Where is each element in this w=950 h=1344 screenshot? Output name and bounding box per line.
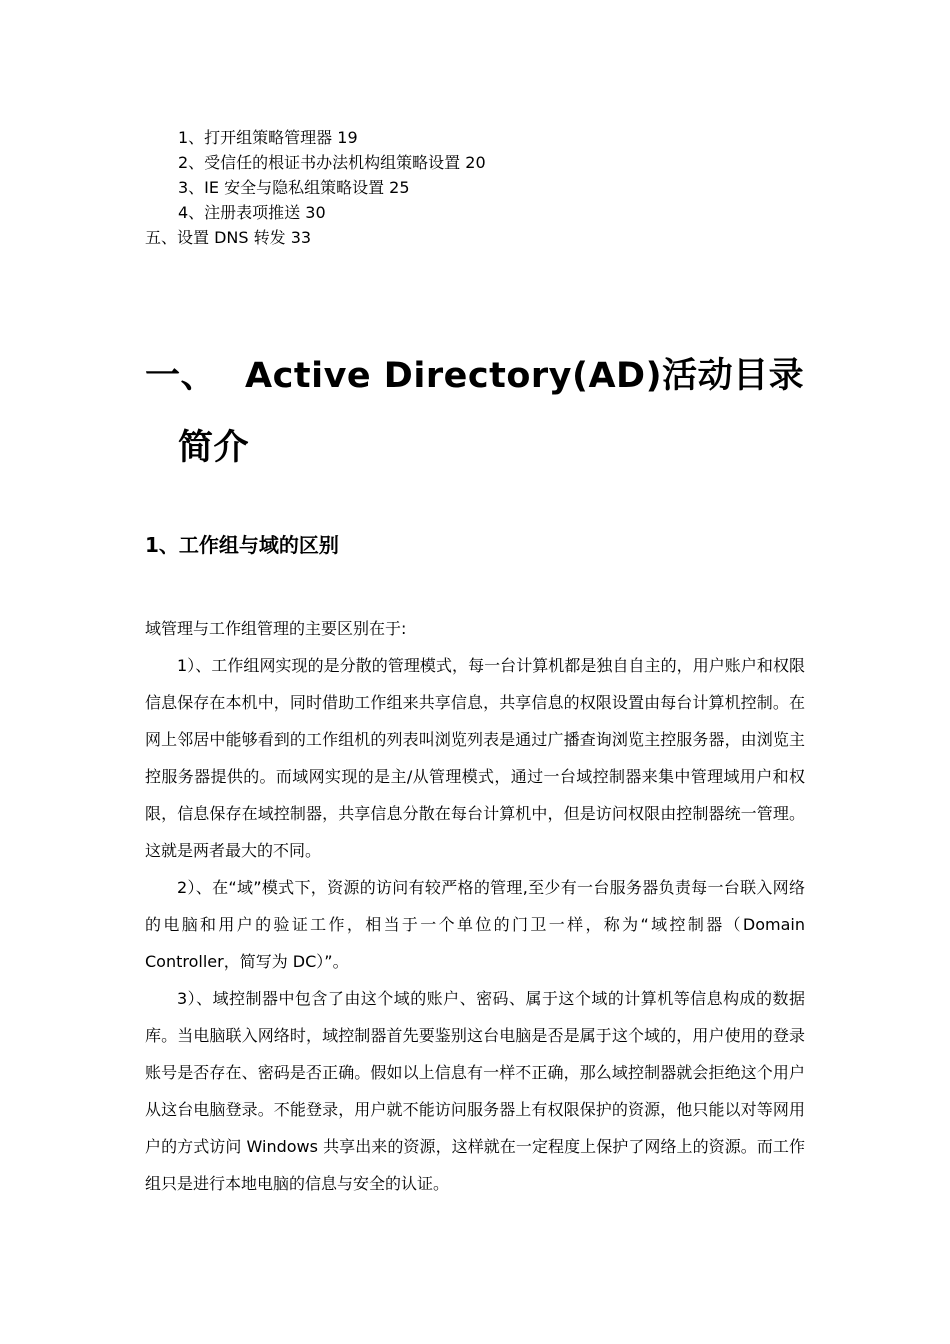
table-of-contents (145, 125, 805, 250)
chapter-title-line2: 简介 (178, 428, 250, 468)
toc-item: 3、IE 安全与隐私组策略设置 25 (178, 178, 410, 197)
toc-item: 4、注册表项推送 30 (178, 203, 326, 222)
chapter-title-line1: Active Directory(AD)活动目录 (245, 356, 805, 396)
paragraph-3: 3）、域控制器中包含了由这个域的账户、密码、属于这个域的计算机等信息构成的数据库。当电脑联入网络时，域控制器首先要鉴别这台电脑是否是属于这个域的，用户使用的登录账号是否存在、密码是否正确。假如以上信息有一样不正确，那么域控制器就会拒绝这个用户从这台电脑登录。不能登录，用户就不能访问服务器上有权限保护的资源，他只能以对等网用户的方式访问 Windows 共享出来的资源，这样就在一定程度上保护了网络上的资源。而工作组只是进行本地电脑的信息与安全的认证。 (145, 989, 805, 1193)
chapter-heading (145, 340, 810, 484)
toc-item: 2、受信任的根证书办法机构组策略设置 20 (178, 153, 486, 172)
chapter-number: 一、 (145, 356, 217, 396)
toc-item: 1、打开组策略管理器 19 (178, 128, 358, 147)
intro-paragraph: 域管理与工作组管理的主要区别在于: (145, 619, 407, 638)
body-text (145, 610, 805, 1202)
paragraph-1: 1）、工作组网实现的是分散的管理模式，每一台计算机都是独自自主的，用户账户和权限信息保存在本机中，同时借助工作组来共享信息，共享信息的权限设置由每台计算机控制。在网上邻居中能够看到的工作组机的列表叫浏览列表是通过广播查询浏览主控服务器，由浏览主控服务器提供的。而域网实现的是主/从管理模式，通过一台域控制器来集中管理域用户和权限，信息保存在域控制器，共享信息分散在每台计算机中，但是访问权限由控制器统一管理。这就是两者最大的不同。 (145, 656, 805, 860)
toc-section: 五、设置 DNS 转发 33 (145, 228, 312, 247)
section-heading: 1、工作组与域的区别 (145, 533, 339, 557)
paragraph-2: 2）、在“域”模式下，资源的访问有较严格的管理,至少有一台服务器负责每一台联入网络的电脑和用户的验证工作，相当于一个单位的门卫一样，称为“域控制器（Domain Controller，简写为 DC）”。 (145, 878, 805, 971)
